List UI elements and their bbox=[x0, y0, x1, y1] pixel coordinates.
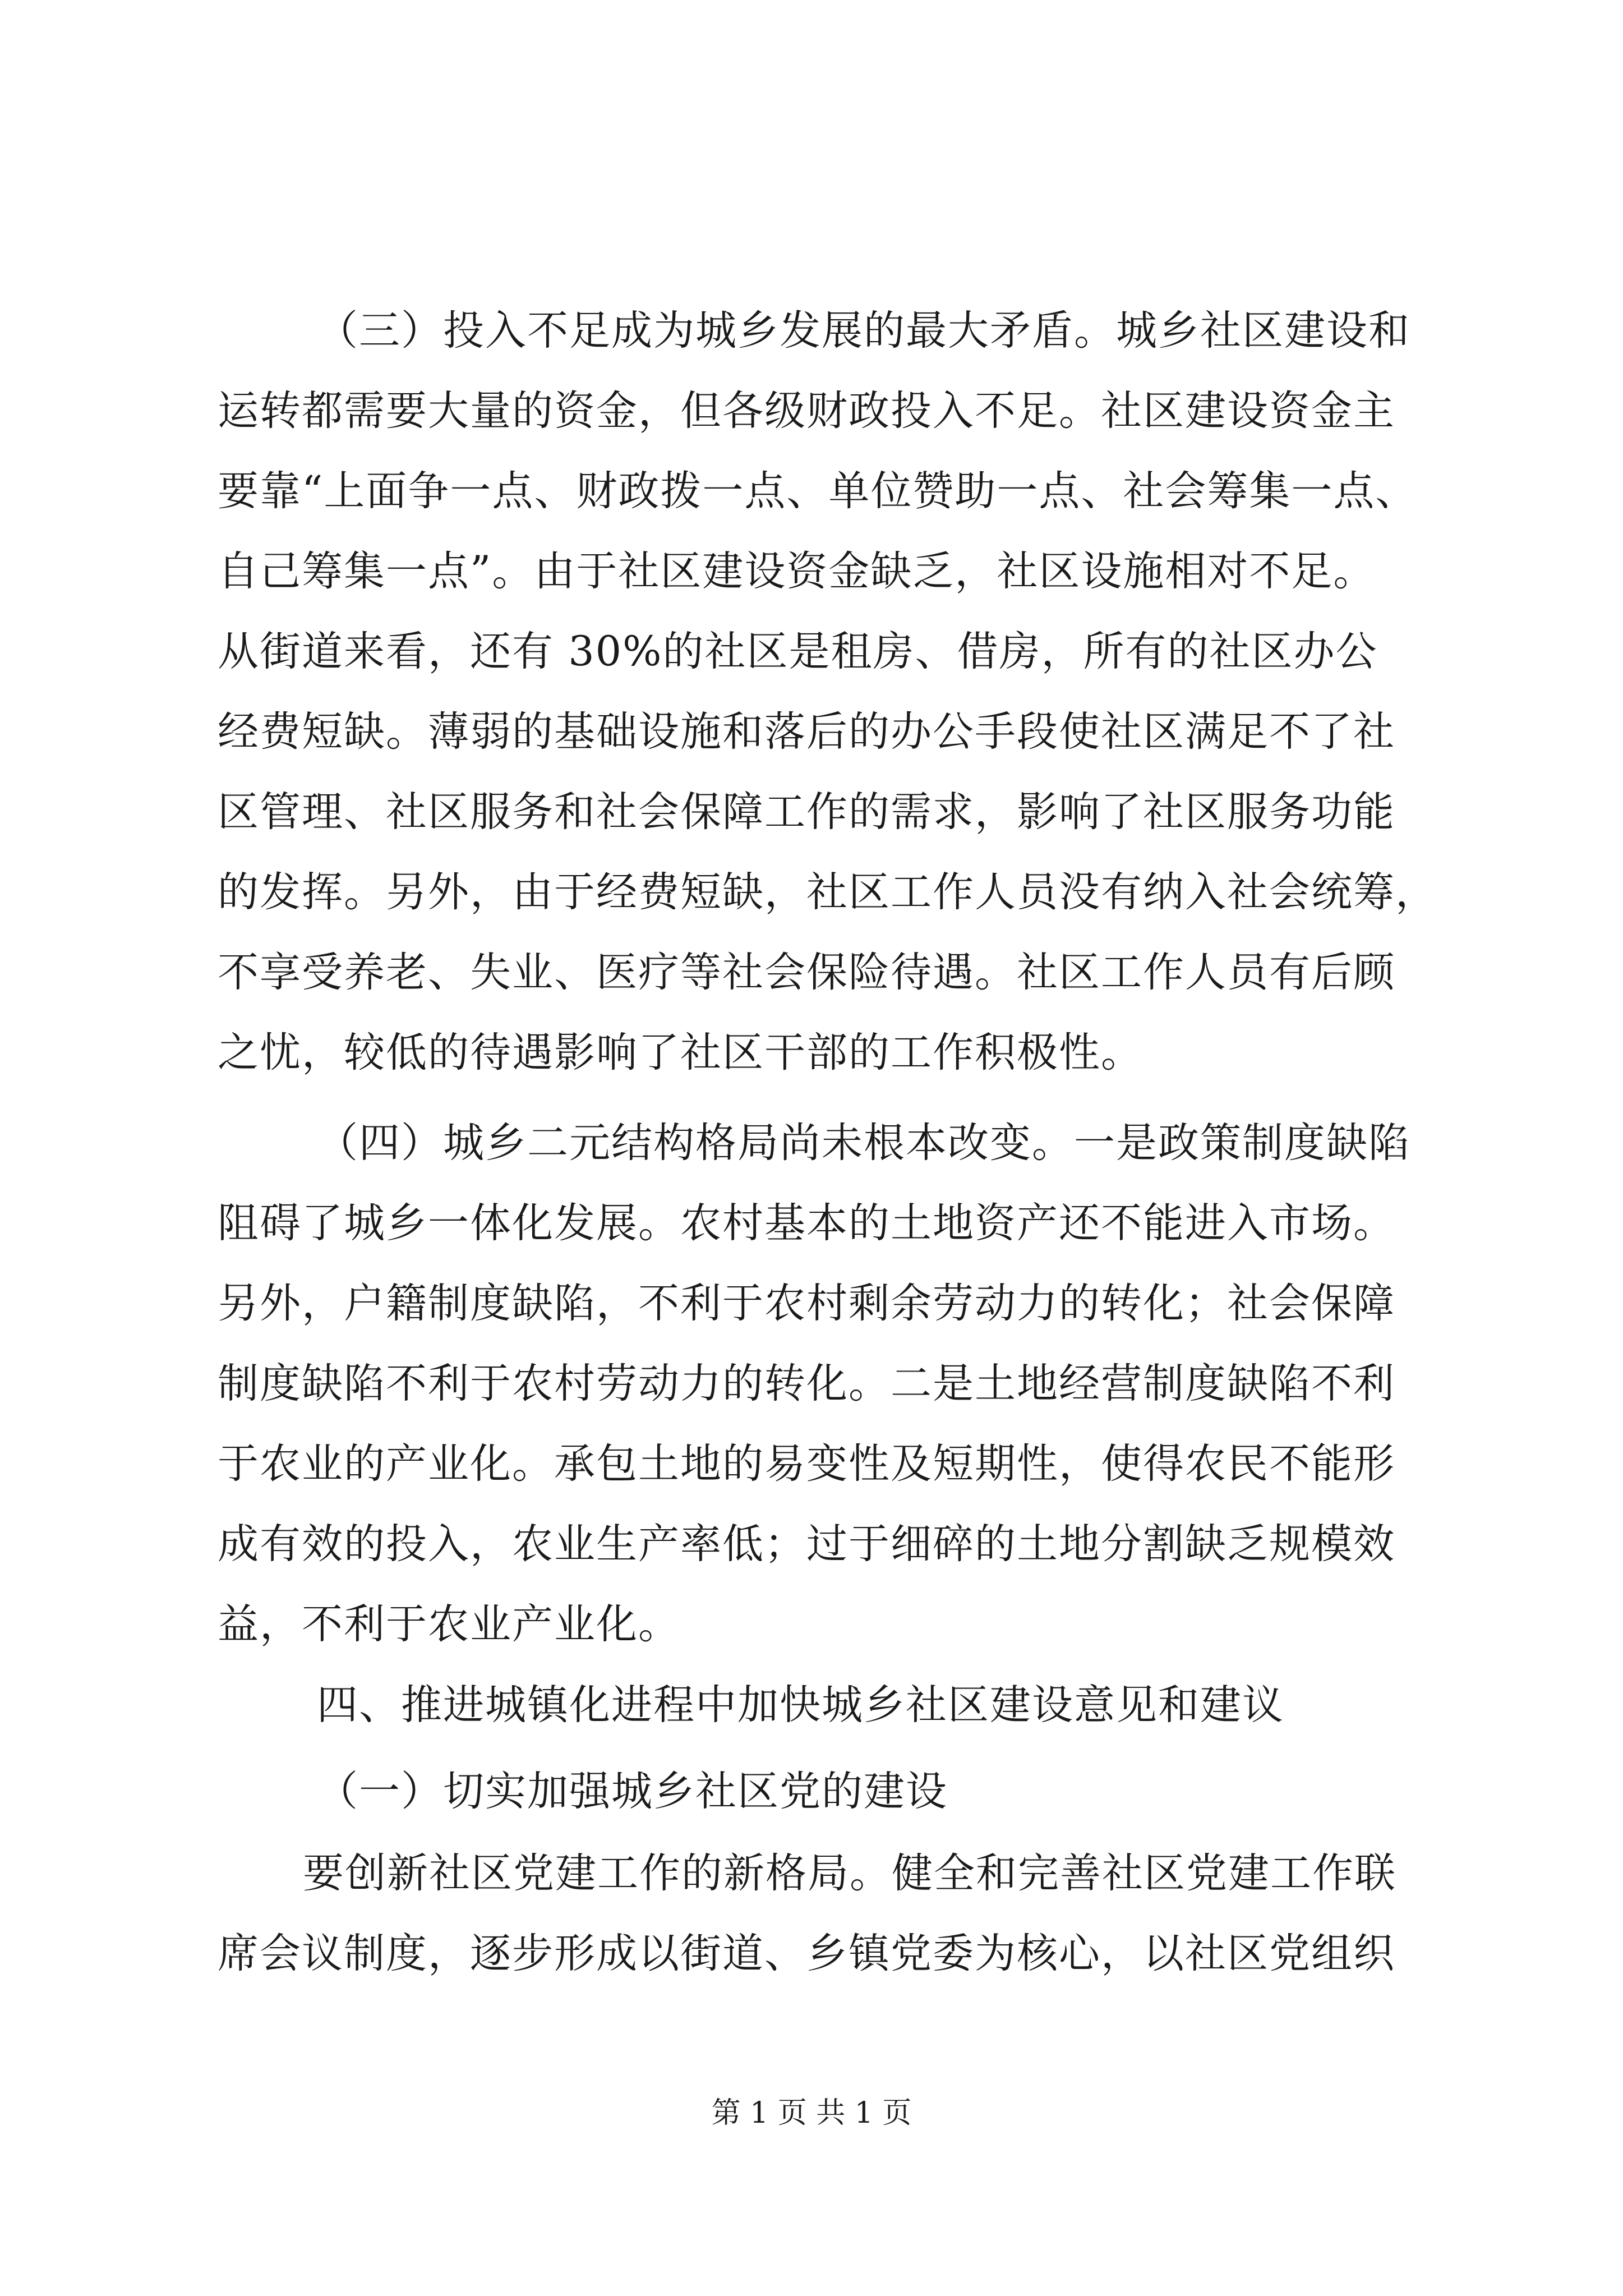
text-line: 要创新社区党建工作的新格局。健全和完善社区党建工作联 bbox=[303, 1849, 1396, 1897]
text-line: 运转都需要大量的资金，但各级财政投入不足。社区建设资金主 bbox=[218, 387, 1395, 435]
text-line: 的发挥。另外，由于经费短缺，社区工作人员没有纳入社会统筹， bbox=[218, 868, 1437, 916]
text-line: 不享受养老、失业、医疗等社会保险待遇。社区工作人员有后顾 bbox=[218, 949, 1395, 996]
text-line: （四）城乡二元结构格局尚未根本改变。一是政策制度缺陷 bbox=[317, 1119, 1410, 1167]
text-line: 于农业的产业化。承包土地的易变性及短期性，使得农民不能形 bbox=[218, 1440, 1395, 1488]
text-line: 席会议制度，逐步形成以街道、乡镇党委为核心，以社区党组织 bbox=[218, 1930, 1395, 1977]
text-line: 经费短缺。薄弱的基础设施和落后的办公手段使社区满足不了社 bbox=[218, 708, 1395, 756]
text-line: 自己筹集一点”。由于社区建设资金缺乏，社区设施相对不足。 bbox=[218, 547, 1376, 595]
text-line: （三）投入不足成为城乡发展的最大矛盾。城乡社区建设和 bbox=[317, 307, 1410, 355]
text-line: 成有效的投入，农业生产率低；过于细碎的土地分割缺乏规模效 bbox=[218, 1520, 1395, 1568]
text-line: 阻碍了城乡一体化发展。农村基本的土地资产还不能进入市场。 bbox=[218, 1199, 1395, 1247]
section-heading: 四、推进城镇化进程中加快城乡社区建设意见和建议 bbox=[317, 1681, 1284, 1729]
text-line: 从街道来看，还有 30%的社区是租房、借房，所有的社区办公 bbox=[218, 628, 1378, 675]
text-line: 之忧，较低的待遇影响了社区干部的工作积极性。 bbox=[218, 1029, 1143, 1076]
page-footer: 第 1 页 共 1 页 bbox=[711, 2096, 912, 2130]
text-line: 要靠“上面争一点、财政拨一点、单位赞助一点、社会筹集一点、 bbox=[218, 467, 1418, 515]
text-line: 区管理、社区服务和社会保障工作的需求，影响了社区服务功能 bbox=[218, 788, 1395, 836]
text-line: 制度缺陷不利于农村劳动力的转化。二是土地经营制度缺陷不利 bbox=[218, 1360, 1395, 1407]
subsection-heading: （一）切实加强城乡社区党的建设 bbox=[317, 1768, 948, 1815]
text-line: 益，不利于农业产业化。 bbox=[218, 1600, 680, 1648]
text-line: 另外，户籍制度缺陷，不利于农村剩余劳动力的转化；社会保障 bbox=[218, 1280, 1395, 1327]
